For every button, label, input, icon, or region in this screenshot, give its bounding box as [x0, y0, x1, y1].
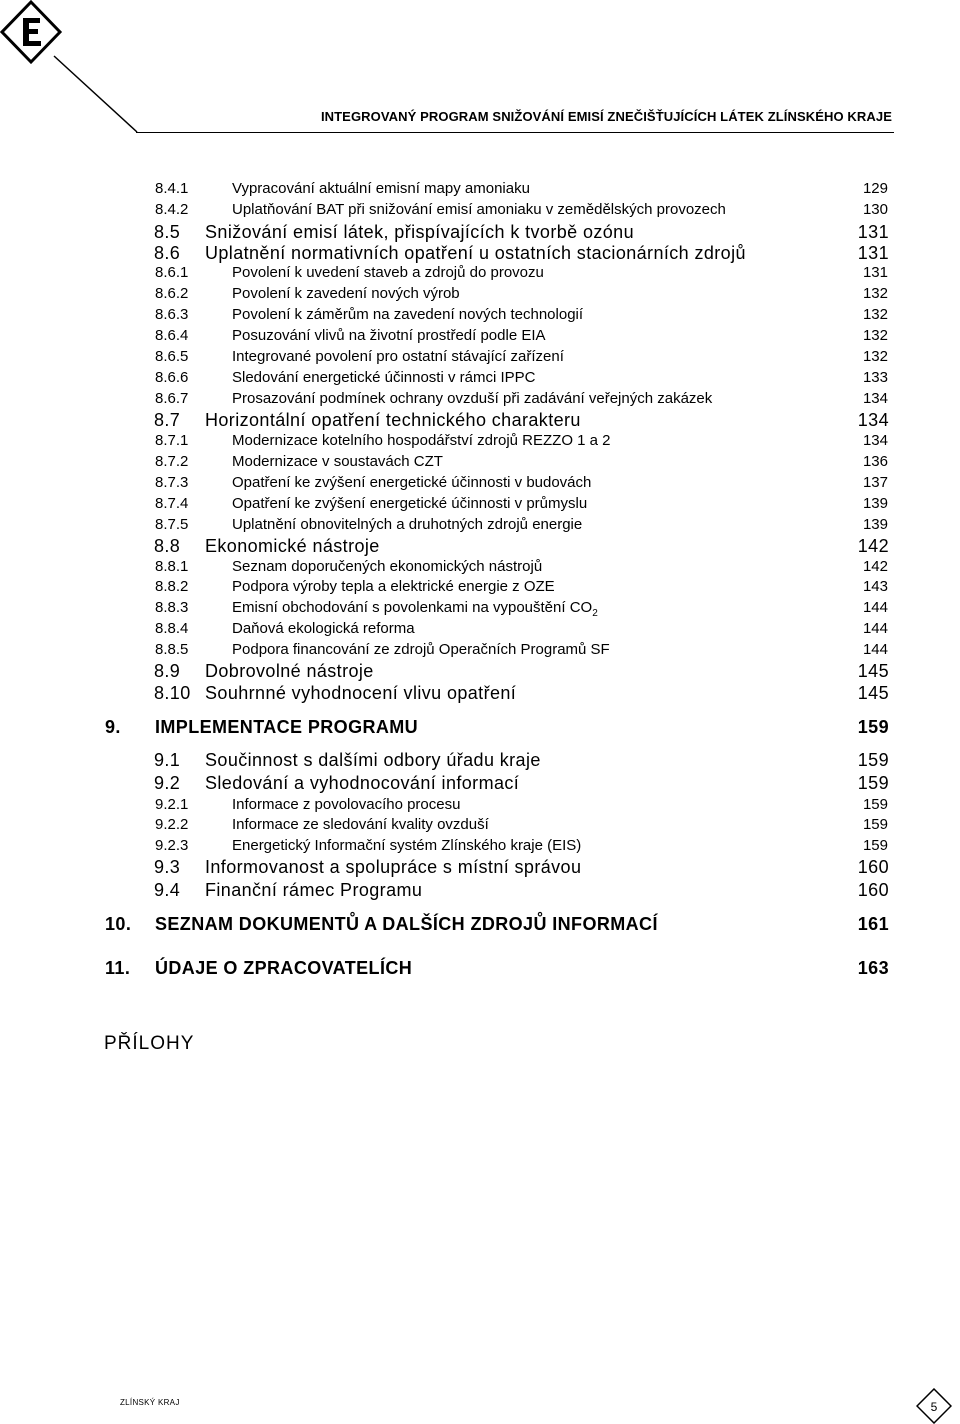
toc-title — [232, 516, 582, 533]
toc-number: 8.6.7 — [155, 390, 189, 407]
toc-subsection-row[interactable] — [0, 796, 960, 818]
toc-section-row[interactable] — [0, 410, 960, 432]
toc-title — [232, 285, 460, 302]
toc-title — [205, 880, 422, 901]
toc-page-number: 132 — [862, 285, 888, 302]
toc-title-text: Součinnost s dalšími odbory úřadu kraje — [205, 750, 541, 770]
toc-title — [232, 620, 415, 637]
toc-number: 8.7 — [154, 410, 181, 430]
toc-number: 9.3 — [154, 857, 181, 877]
toc-title — [232, 453, 443, 470]
toc-title — [232, 348, 564, 365]
toc-title — [232, 264, 544, 281]
toc-number: 8.6.2 — [155, 285, 189, 302]
toc-page-number: 132 — [862, 327, 888, 344]
toc-title-text: Sledování a vyhodnocování informací — [205, 773, 520, 793]
toc-subsection-row[interactable] — [0, 390, 960, 412]
toc-page-number: 131 — [862, 264, 888, 281]
toc-section-row[interactable] — [0, 683, 960, 705]
toc-title-text: Informace z povolovacího procesu — [232, 796, 461, 813]
toc-title — [205, 661, 374, 682]
toc-title — [232, 306, 583, 323]
toc-page-number: 142 — [862, 558, 888, 575]
toc-number: 11. — [105, 958, 131, 978]
toc-title-text: Finanční rámec Programu — [205, 880, 423, 900]
toc-page-number: 131 — [857, 222, 889, 242]
toc-number: 9. — [105, 717, 121, 737]
toc-title-text: SEZNAM DOKUMENTŮ A DALŠÍCH ZDROJŮ INFORMACÍ — [155, 914, 658, 934]
toc-title-text: Podpora financování ze zdrojů Operačních Programů SF — [232, 641, 610, 658]
toc-page-number: 161 — [857, 914, 889, 934]
toc-section-row[interactable] — [0, 536, 960, 558]
toc-subsection-row[interactable] — [0, 620, 960, 642]
toc-page-number: 134 — [862, 432, 888, 449]
toc-page-number: 133 — [862, 369, 888, 386]
diamond-page-number-icon — [916, 1388, 952, 1424]
toc-number: 8.7.3 — [155, 474, 189, 491]
toc-number: 8.8 — [154, 536, 181, 556]
toc-subsection-row[interactable] — [0, 327, 960, 349]
toc-title — [232, 837, 581, 854]
toc-page-number: 143 — [862, 578, 888, 595]
toc-number: 8.4.1 — [155, 180, 189, 197]
page-number: 5 — [930, 1400, 938, 1414]
toc-title-text: Opatření ke zvýšení energetické účinnosti v průmyslu — [232, 495, 588, 512]
toc-page-number: 132 — [862, 306, 888, 323]
toc-title — [205, 683, 516, 704]
toc-number: 9.2.3 — [155, 837, 189, 854]
document-header-title: INTEGROVANÝ PROGRAM SNIŽOVÁNÍ EMISÍ ZNEČIŠŤUJÍCÍCH LÁTEK ZLÍNSKÉHO KRAJE — [320, 109, 892, 124]
toc-page-number: 159 — [862, 837, 888, 854]
toc-number: 9.2.1 — [155, 796, 189, 813]
toc-chapter-row[interactable] — [0, 914, 960, 936]
toc-title-text: Emisní obchodování s povolenkami na vypouštění CO — [232, 599, 593, 616]
toc-page-number: 144 — [862, 599, 888, 616]
toc-page-number: 134 — [862, 390, 888, 407]
footer-region-label: ZLÍNSKÝ KRAJ — [120, 1398, 180, 1407]
toc-section-row[interactable] — [0, 243, 960, 265]
toc-title-text: Sledování energetické účinnosti v rámci IPPC — [232, 369, 536, 386]
toc-subsection-row[interactable] — [0, 495, 960, 517]
toc-title-text: Uplatňování BAT při snižování emisí amoniaku v zemědělských provozech — [232, 201, 726, 218]
toc-subsection-row[interactable] — [0, 180, 960, 202]
toc-subsection-row[interactable] — [0, 432, 960, 454]
toc-title — [155, 914, 658, 935]
toc-chapter-row[interactable] — [0, 958, 960, 980]
toc-page-number: 129 — [862, 180, 888, 197]
annex-heading: PŘÍLOHY — [104, 1033, 195, 1054]
toc-number: 8.8.4 — [155, 620, 189, 637]
toc-title-text: Modernizace kotelního hospodářství zdrojů REZZO 1 a 2 — [232, 432, 611, 449]
toc-title-text: Povolení k zavedení nových výrob — [232, 285, 460, 302]
toc-subsection-row[interactable] — [0, 369, 960, 391]
toc-number: 8.8.3 — [155, 599, 189, 616]
toc-title-text: Daňová ekologická reforma — [232, 620, 415, 637]
toc-subsection-row[interactable] — [0, 348, 960, 370]
toc-number: 8.6 — [154, 243, 181, 263]
toc-page-number: 159 — [857, 750, 889, 770]
toc-title — [205, 750, 541, 771]
toc-title-text: Horizontální opatření technického charakteru — [205, 410, 581, 430]
toc-subsection-row[interactable] — [0, 306, 960, 328]
toc-page-number: 163 — [857, 958, 889, 978]
toc-title-text: Prosazování podmínek ochrany ovzduší při zadávání veřejných zakázek — [232, 390, 713, 407]
toc-page-number: 160 — [857, 880, 889, 900]
toc-title-subscript: 2 — [592, 608, 598, 619]
toc-title-text: Ekonomické nástroje — [205, 536, 380, 556]
toc-title — [155, 958, 412, 979]
toc-title-text: Modernizace v soustavách CZT — [232, 453, 443, 470]
toc-page-number: 144 — [862, 641, 888, 658]
toc-chapter-row[interactable] — [0, 717, 960, 739]
toc-title-text: Povolení k uvedení staveb a zdrojů do provozu — [232, 264, 544, 281]
toc-page-number: 142 — [857, 536, 889, 556]
toc-page-number: 132 — [862, 348, 888, 365]
toc-number: 8.6.3 — [155, 306, 189, 323]
toc-title-text: Energetický Informační systém Zlínského kraje (EIS) — [232, 837, 582, 854]
toc-title-text: Opatření ke zvýšení energetické účinnosti v budovách — [232, 474, 592, 491]
toc-page-number: 136 — [862, 453, 888, 470]
toc-page-number: 134 — [857, 410, 889, 430]
toc-subsection-row[interactable] — [0, 578, 960, 600]
toc-number: 8.5 — [154, 222, 181, 242]
toc-page-number: 159 — [862, 796, 888, 813]
toc-title-text: Informovanost a spolupráce s místní správou — [205, 857, 582, 877]
toc-title — [232, 578, 555, 595]
toc-number: 9.1 — [154, 750, 181, 770]
toc-title — [232, 201, 726, 218]
toc-section-row[interactable] — [0, 661, 960, 683]
toc-subsection-row[interactable] — [0, 264, 960, 286]
toc-title-text: Uplatnění obnovitelných a druhotných zdrojů energie — [232, 516, 583, 533]
toc-title-text: Uplatnění normativních opatření u ostatních stacionárních zdrojů — [205, 243, 746, 263]
toc-page-number: 130 — [862, 201, 888, 218]
toc-number: 8.6.4 — [155, 327, 189, 344]
toc-number: 8.6.5 — [155, 348, 189, 365]
toc-subsection-row[interactable] — [0, 285, 960, 307]
toc-number: 8.6.1 — [155, 264, 189, 281]
toc-number: 10. — [105, 914, 132, 934]
toc-number: 8.7.2 — [155, 453, 189, 470]
toc-title-text: Vypracování aktuální emisní mapy amoniaku — [232, 180, 530, 197]
toc-subsection-row[interactable] — [0, 816, 960, 838]
toc-title-text: Povolení k záměrům na zavedení nových technologií — [232, 306, 584, 323]
toc-title — [205, 243, 746, 264]
toc-title — [232, 495, 587, 512]
toc-subsection-row[interactable] — [0, 641, 960, 663]
toc-number: 8.10 — [154, 683, 191, 703]
toc-title — [232, 796, 460, 813]
toc-subsection-row[interactable] — [0, 516, 960, 538]
toc-title — [205, 536, 380, 557]
toc-title-text: Posuzování vlivů na životní prostředí podle EIA — [232, 327, 546, 344]
toc-title-text: Integrované povolení pro ostatní stávající zařízení — [232, 348, 564, 365]
toc-title-text: Souhrnné vyhodnocení vlivu opatření — [205, 683, 517, 703]
toc-title — [232, 816, 489, 833]
toc-section-row[interactable] — [0, 750, 960, 772]
toc-title — [232, 369, 535, 386]
toc-title — [232, 180, 530, 197]
toc-title-text: Podpora výroby tepla a elektrické energie z OZE — [232, 578, 555, 595]
toc-page-number: 145 — [857, 661, 889, 681]
toc-title — [205, 222, 634, 243]
e-diamond-logo-icon — [0, 0, 140, 140]
toc-title — [232, 641, 610, 658]
toc-section-row[interactable] — [0, 773, 960, 795]
toc-number: 8.8.2 — [155, 578, 189, 595]
toc-title-text: Snižování emisí látek, přispívajících k tvorbě ozónu — [205, 222, 634, 242]
toc-number: 8.7.1 — [155, 432, 189, 449]
toc-title — [205, 773, 519, 794]
toc-subsection-row[interactable] — [0, 474, 960, 496]
toc-title — [232, 599, 598, 619]
toc-page-number: 139 — [862, 516, 888, 533]
toc-page-number: 160 — [857, 857, 889, 877]
toc-page-number: 144 — [862, 620, 888, 637]
toc-subsection-row[interactable] — [0, 453, 960, 475]
toc-page-number: 131 — [857, 243, 889, 263]
toc-page-number: 137 — [862, 474, 888, 491]
toc-number: 9.4 — [154, 880, 181, 900]
toc-number: 8.9 — [154, 661, 181, 681]
toc-page-number: 159 — [862, 816, 888, 833]
toc-title-text: IMPLEMENTACE PROGRAMU — [155, 717, 419, 737]
toc-title-text: Seznam doporučených ekonomických nástrojů — [232, 558, 543, 575]
toc-subsection-row[interactable] — [0, 837, 960, 859]
toc-number: 8.7.5 — [155, 516, 189, 533]
toc-title — [232, 390, 712, 407]
toc-title — [232, 432, 611, 449]
toc-number: 9.2 — [154, 773, 181, 793]
toc-title — [155, 717, 418, 738]
toc-title-text: Dobrovolné nástroje — [205, 661, 374, 681]
toc-title-text: Informace ze sledování kvality ovzduší — [232, 816, 489, 833]
toc-number: 8.6.6 — [155, 369, 189, 386]
toc-page-number: 139 — [862, 495, 888, 512]
toc-number: 8.8.1 — [155, 558, 189, 575]
toc-number: 8.8.5 — [155, 641, 189, 658]
toc-page-number: 159 — [857, 717, 889, 737]
toc-title — [205, 857, 581, 878]
toc-page-number: 145 — [857, 683, 889, 703]
toc-page-number: 159 — [857, 773, 889, 793]
toc-number: 8.4.2 — [155, 201, 189, 218]
toc-title — [232, 558, 542, 575]
toc-section-row[interactable] — [0, 880, 960, 902]
toc-title — [232, 474, 591, 491]
toc-subsection-row[interactable] — [0, 599, 960, 621]
toc-section-row[interactable] — [0, 857, 960, 879]
header-divider — [136, 132, 894, 133]
toc-title — [205, 410, 581, 431]
toc-title-text: ÚDAJE O ZPRACOVATELÍCH — [155, 958, 413, 978]
toc-subsection-row[interactable] — [0, 558, 960, 580]
toc-section-row[interactable] — [0, 222, 960, 244]
toc-number: 8.7.4 — [155, 495, 189, 512]
toc-subsection-row[interactable] — [0, 201, 960, 223]
toc-title — [232, 327, 546, 344]
toc-number: 9.2.2 — [155, 816, 189, 833]
